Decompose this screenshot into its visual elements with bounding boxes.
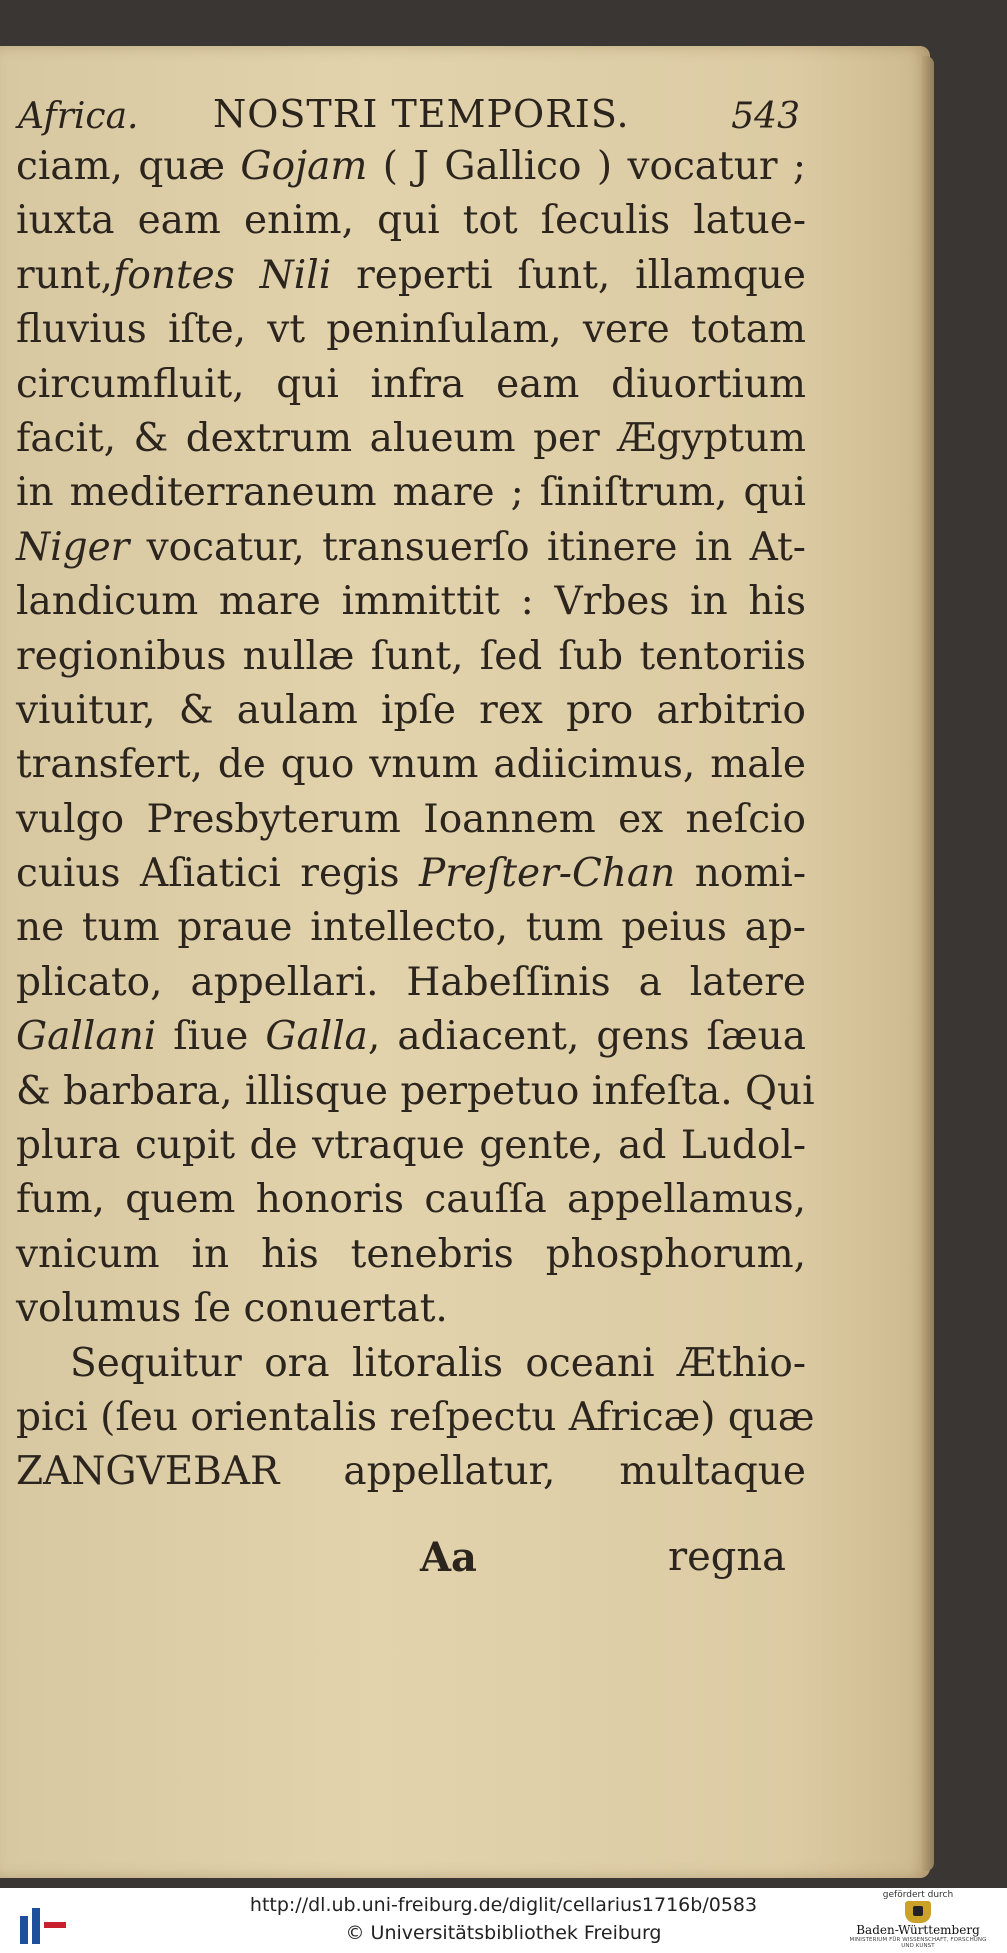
italic-term: Gojam (240, 144, 368, 189)
text-line (16, 630, 806, 684)
text-run: regionibus nullæ ſunt, ſed ſub tentoriis (16, 633, 806, 679)
text-line (16, 738, 806, 792)
text-line (16, 1337, 806, 1391)
text-run: ciam, quæ (16, 144, 241, 189)
text-run: reperti ſunt, illamque (331, 252, 806, 298)
text-line (16, 521, 806, 575)
text-line (16, 1282, 806, 1336)
text-run: plura cupit de vtraque gente, ad Ludol- (16, 1123, 806, 1169)
text-run: cuius Aſiatici regis (16, 851, 419, 897)
sponsor-label: gefördert durch (882, 1890, 954, 1900)
text-run: & barbara, illisque perpetuo infeſta. Qui (16, 1068, 815, 1114)
text-run: viuitur, & aulam ipſe rex pro arbitrio (16, 687, 806, 733)
body-text (16, 140, 815, 1500)
text-line (16, 1391, 815, 1445)
sponsor-name: Baden-Württemberg (856, 1923, 980, 1937)
text-line (16, 956, 806, 1010)
text-run: circumfluit, qui infra eam diuortium (16, 361, 806, 407)
header-title: NOSTRI TEMPORIS. (213, 92, 630, 136)
text-line (16, 1445, 806, 1499)
text-line (16, 1173, 806, 1227)
italic-term: Galla (265, 1014, 368, 1060)
footer-bar (0, 1888, 1007, 1953)
text-line (16, 847, 806, 901)
text-run: plicato, appellari. Habeſſinis a latere (16, 959, 806, 1005)
coat-of-arms-icon (905, 1901, 931, 1923)
italic-term: Preſter-Chan (418, 851, 676, 897)
running-header (18, 92, 800, 140)
signature-mark: Aa (420, 1534, 477, 1581)
text-line (16, 303, 806, 357)
text-run: , adiacent, gens ſæua (367, 1014, 806, 1060)
text-line (16, 358, 806, 412)
text-line (16, 1065, 815, 1119)
text-line (16, 793, 806, 847)
page-edge (922, 56, 934, 1871)
text-line (16, 684, 806, 738)
text-run: in mediterraneum mare ; ſiniſtrum, qui (16, 470, 806, 516)
text-run: fluvius iſte, vt peninſulam, vere totam (16, 307, 806, 353)
text-run: facit, & dextrum alueum per Ægyptum (16, 415, 806, 461)
copyright-notice: © Universitätsbibliothek Freiburg (345, 1922, 662, 1944)
text-line (16, 249, 806, 303)
text-run: runt, (16, 252, 113, 298)
text-run: Sequitur ora litoralis oceani Æthio- (70, 1340, 806, 1386)
text-line (16, 140, 806, 194)
text-run: ſiue (156, 1014, 266, 1060)
text-line (16, 575, 806, 629)
sponsor-ministry: MINISTERIUM FÜR WISSENSCHAFT, FORSCHUNG UND KUNST (849, 1937, 987, 1949)
text-line (16, 901, 806, 955)
text-run: vnicum in his tenebris phosphorum, (16, 1231, 806, 1277)
text-line (16, 1228, 806, 1282)
italic-term: Niger (16, 524, 130, 570)
text-run: transfert, de quo vnum adiicimus, male (16, 742, 806, 788)
italic-term: Gallani (16, 1014, 157, 1060)
page-number: 543 (731, 96, 800, 137)
italic-term: fontes Nili (112, 252, 332, 298)
header-section: Africa. (18, 96, 139, 137)
text-line (16, 412, 806, 466)
text-run: ( J Gallico ) vocatur ; (367, 144, 806, 189)
text-run: volumus ſe conuertat. (16, 1286, 448, 1332)
sponsor-block (843, 1890, 993, 1952)
text-run: ZANGVEBAR appellatur, multaque (16, 1449, 806, 1495)
text-run: fum, quem honoris cauſſa appellamus, (16, 1177, 806, 1223)
text-line (16, 1119, 806, 1173)
text-line (16, 194, 806, 248)
text-run: nomi- (675, 851, 806, 897)
source-url[interactable]: http://dl.ub.uni-freiburg.de/diglit/cellarius1716b/0583 (249, 1894, 758, 1916)
text-run: pici (ſeu orientalis reſpectu Africæ) quæ (16, 1394, 815, 1440)
text-run: ne tum praue intellecto, tum peius ap- (16, 905, 806, 951)
text-line (16, 466, 806, 520)
text-line (16, 1010, 806, 1064)
catchword: regna (668, 1534, 787, 1580)
text-run: iuxta eam enim, qui tot ſeculis latue- (16, 198, 806, 244)
text-run: landicum mare immittit : Vrbes in his (16, 579, 806, 625)
text-run: vulgo Presbyterum Ioannem ex neſcio (16, 796, 806, 842)
text-run: vocatur, transuerſo itinere in At- (129, 524, 806, 570)
